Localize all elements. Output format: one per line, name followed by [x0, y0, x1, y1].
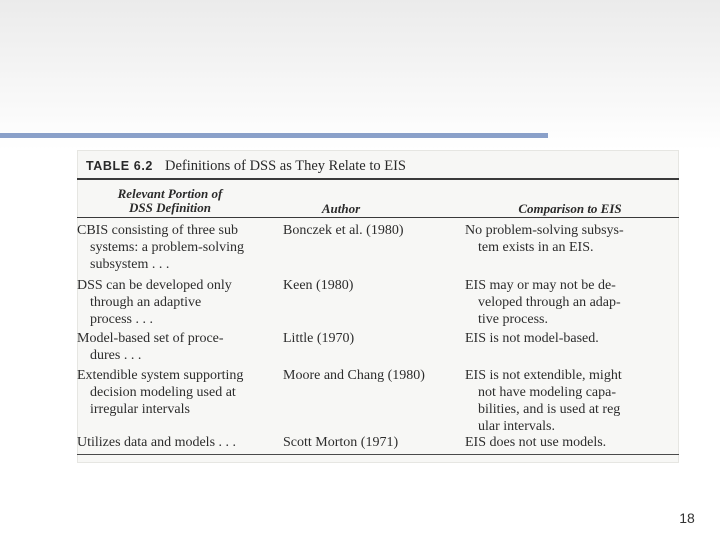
row-3-author: Little (1970) — [283, 331, 355, 346]
row-1-comparison: No problem-solving subsys- tem exists in an EIS. — [465, 223, 624, 255]
slide-accent-bar — [0, 133, 548, 138]
table-scan — [77, 150, 679, 463]
table-caption — [86, 157, 676, 177]
header-comparison: Comparison to EIS — [518, 201, 622, 216]
row-2-definition: DSS can be developed only through an adaptive process . . . — [77, 278, 232, 327]
table-title: Definitions of DSS as They Relate to EIS — [165, 158, 406, 174]
row-4-comparison: EIS is not extendible, might not have modeling capa- bilities, and is used at reg ular intervals. — [465, 368, 622, 434]
row-2-comparison: EIS may or may not be de- veloped through an adap- tive process. — [465, 278, 621, 327]
table-bottom-rule — [77, 454, 679, 455]
row-1-author: Bonczek et al. (1980) — [283, 223, 404, 238]
row-3-comparison: EIS is not model-based. — [465, 331, 599, 346]
row-4-author: Moore and Chang (1980) — [283, 368, 425, 383]
row-4-definition: Extendible system supporting decision modeling used at irregular intervals — [77, 368, 244, 417]
header-definition: Relevant Portion of DSS Definition — [117, 186, 223, 215]
slide-header-gradient — [0, 0, 720, 150]
row-1-definition: CBIS consisting of three sub systems: a problem-solving subsystem . . . — [77, 223, 244, 272]
row-2-author: Keen (1980) — [283, 278, 354, 293]
table-top-rule — [77, 178, 679, 180]
row-3-definition: Model-based set of proce- dures . . . — [77, 331, 224, 363]
row-5-definition: Utilizes data and models . . . — [77, 435, 237, 450]
header-author: Author — [321, 201, 361, 216]
table-number: TABLE 6.2 — [86, 159, 153, 173]
row-5-author: Scott Morton (1971) — [283, 435, 399, 450]
row-5-comparison: EIS does not use models. — [465, 435, 607, 450]
header-rule — [77, 217, 679, 218]
page-number: 18 — [679, 510, 695, 526]
